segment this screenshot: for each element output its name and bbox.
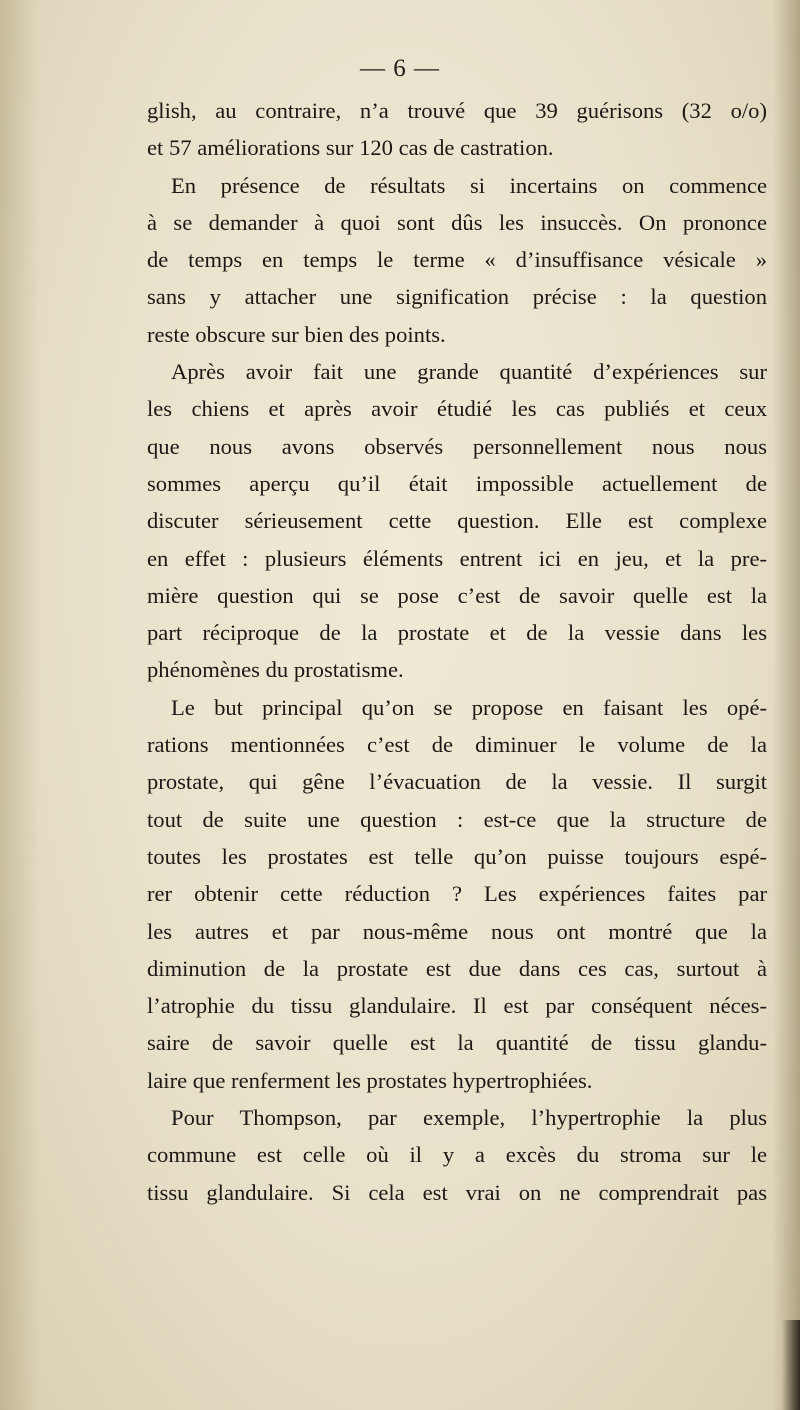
- text-line: l’atrophie du tissu glandulaire. Il est par conséquent néces-: [147, 993, 767, 1019]
- text-line: sommes aperçu qu’il était impossible actuellement de: [147, 470, 767, 496]
- text-line: tout de suite une question : est-ce que la structure de: [147, 806, 767, 832]
- text-line: phénomènes du prostatisme.: [147, 657, 404, 683]
- text-line: Après avoir fait une grande quantité d’expériences sur: [171, 359, 767, 385]
- text-line: les autres et par nous-même nous ont montré que la: [147, 918, 767, 944]
- text-line: saire de savoir quelle est la quantité de tissu glandu-: [147, 1030, 767, 1056]
- text-line: glish, au contraire, n’a trouvé que 39 guérisons (32 o/o): [147, 98, 767, 123]
- text-line: laire que renferment les prostates hypertrophiées.: [147, 1067, 593, 1093]
- text-line: Le but principal qu’on se propose en faisant les opé-: [171, 694, 767, 720]
- text-line: en effet : plusieurs éléments entrent ici en jeu, et la pre-: [147, 545, 767, 571]
- text-line: rer obtenir cette réduction ? Les expériences faites par: [147, 881, 767, 907]
- text-line: rations mentionnées c’est de diminuer le volume de la: [147, 732, 767, 758]
- text-line: les chiens et après avoir étudié les cas publiés et ceux: [147, 396, 767, 422]
- text-line: part réciproque de la prostate et de la vessie dans les: [147, 620, 767, 646]
- text-line: à se demander à quoi sont dûs les insuccès. On prononce: [147, 209, 767, 235]
- page-shadow-left: [0, 0, 40, 1410]
- body-text: [147, 92, 767, 1211]
- page-corner-mark: [782, 1320, 800, 1410]
- text-line: et 57 améliorations sur 120 cas de castration.: [147, 135, 554, 161]
- page-shadow-right: [772, 0, 800, 1410]
- text-line: mière question qui se pose c’est de savoir quelle est la: [147, 582, 767, 608]
- text-line: de temps en temps le terme « d’insuffisance vésicale »: [147, 247, 767, 273]
- text-line: tissu glandulaire. Si cela est vrai on ne comprendrait pas: [147, 1179, 767, 1205]
- text-line: commune est celle où il y a excès du stroma sur le: [147, 1142, 767, 1168]
- text-line: toutes les prostates est telle qu’on puisse toujours espé-: [147, 843, 767, 869]
- text-line: discuter sérieusement cette question. Elle est complexe: [147, 508, 767, 534]
- text-line: En présence de résultats si incertains on commence: [171, 172, 767, 198]
- text-line: prostate, qui gêne l’évacuation de la vessie. Il surgit: [147, 769, 767, 795]
- text-line: Pour Thompson, par exemple, l’hypertrophie la plus: [171, 1105, 767, 1131]
- text-line: reste obscure sur bien des points.: [147, 321, 446, 347]
- page-number: — 6 —: [360, 55, 440, 82]
- text-line: que nous avons observés personnellement nous nous: [147, 433, 767, 459]
- text-line: diminution de la prostate est due dans ces cas, surtout à: [147, 955, 767, 981]
- text-line: sans y attacher une signification précise : la question: [147, 284, 767, 310]
